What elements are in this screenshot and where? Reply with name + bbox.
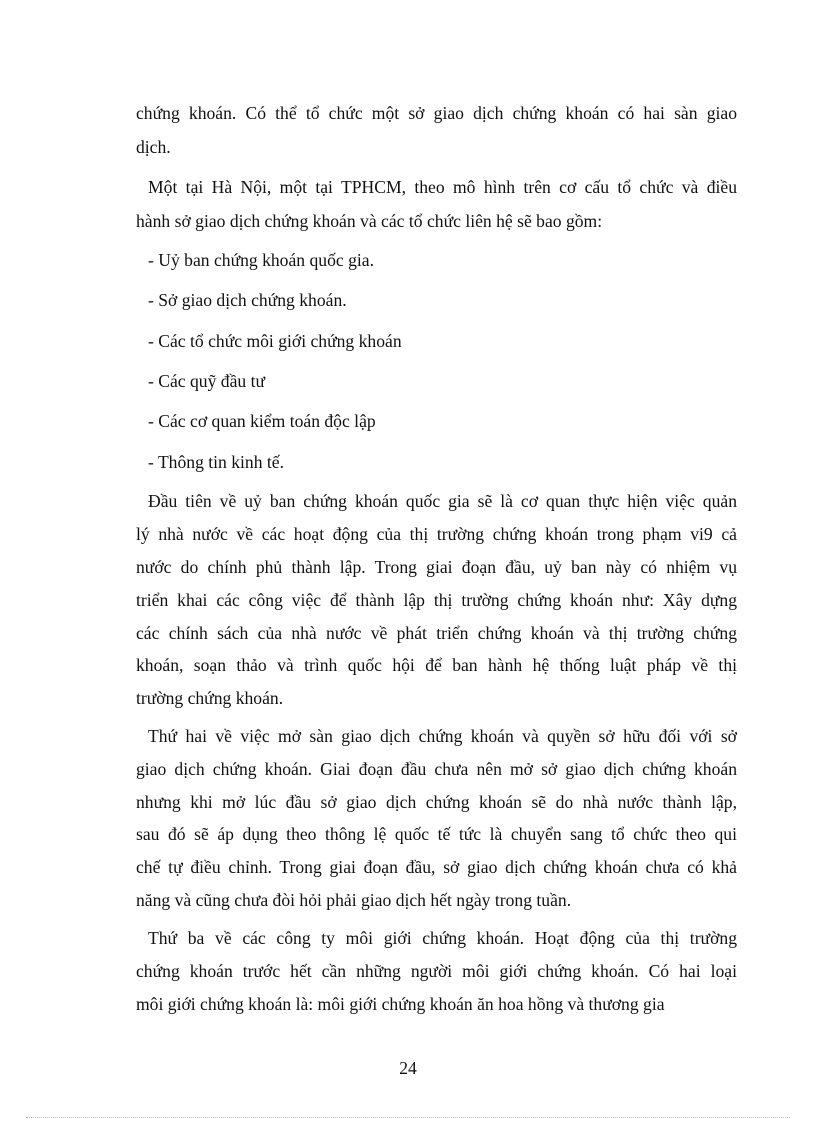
list-item: - Thông tin kinh tế. bbox=[148, 452, 285, 472]
text-line: dịch. bbox=[136, 137, 171, 157]
list-item: - Uỷ ban chứng khoán quốc gia. bbox=[148, 250, 374, 270]
paragraph-first-line: Một tại Hà Nội, một tại TPHCM, theo mô hình trên cơ cấu tổ chức và điều bbox=[148, 177, 737, 197]
text-line: giao dịch chứng khoán. Giai đoạn đầu chưa nên mở sở giao dịch chứng khoán bbox=[136, 759, 737, 779]
text-line: lý nhà nước về các hoạt động của thị trường chứng khoán trong phạm vi9 cả bbox=[136, 524, 737, 544]
text-line: chứng khoán trước hết cần những người môi giới chứng khoán. Có hai loại bbox=[136, 961, 737, 981]
list-item: - Các quỹ đầu tư bbox=[148, 371, 266, 391]
page-number: 24 bbox=[399, 1058, 417, 1078]
text-line: năng và cũng chưa đòi hỏi phải giao dịch hết ngày trong tuần. bbox=[136, 890, 572, 910]
paragraph-first-line: Thứ ba về các công ty môi giới chứng khoán. Hoạt động của thị trường bbox=[148, 928, 737, 948]
list-item: - Sở giao dịch chứng khoán. bbox=[148, 290, 347, 310]
text-line: chế tự điều chỉnh. Trong giai đoạn đầu, sở giao dịch chứng khoán chưa có khả bbox=[136, 857, 737, 877]
text-line: trường chứng khoán. bbox=[136, 688, 284, 708]
paragraph-first-line: Đầu tiên về uỷ ban chứng khoán quốc gia sẽ là cơ quan thực hiện việc quản bbox=[148, 491, 737, 511]
paragraph-first-line: Thứ hai về việc mở sàn giao dịch chứng khoán và quyền sở hữu đối với sở bbox=[148, 726, 737, 746]
text-line: triển khai các công việc để thành lập thị trường chứng khoán như: Xây dựng bbox=[136, 590, 737, 610]
text-line: môi giới chứng khoán là: môi giới chứng khoán ăn hoa hồng và thương gia bbox=[136, 994, 665, 1014]
text-line: khoán, soạn thảo và trình quốc hội để ban hành hệ thống luật pháp về thị bbox=[136, 655, 737, 675]
text-line: nhưng khi mở lúc đầu sở giao dịch chứng khoán sẽ do nhà nước thành lập, bbox=[136, 792, 737, 812]
text-line: chứng khoán. Có thể tổ chức một sở giao dịch chứng khoán có hai sàn giao bbox=[136, 103, 737, 123]
footer-divider bbox=[26, 1117, 790, 1118]
list-item: - Các tổ chức môi giới chứng khoán bbox=[148, 331, 402, 351]
text-line: hành sở giao dịch chứng khoán và các tổ chức liên hệ sẽ bao gồm: bbox=[136, 211, 603, 231]
text-line: nước do chính phủ thành lập. Trong giai đoạn đầu, uỷ ban này có nhiệm vụ bbox=[136, 557, 737, 577]
text-line: sau đó sẽ áp dụng theo thông lệ quốc tế tức là chuyển sang tổ chức theo qui bbox=[136, 824, 737, 844]
text-line: các chính sách của nhà nước về phát triển chứng khoán và thị trường chứng bbox=[136, 623, 737, 643]
list-item: - Các cơ quan kiểm toán độc lập bbox=[148, 411, 376, 431]
